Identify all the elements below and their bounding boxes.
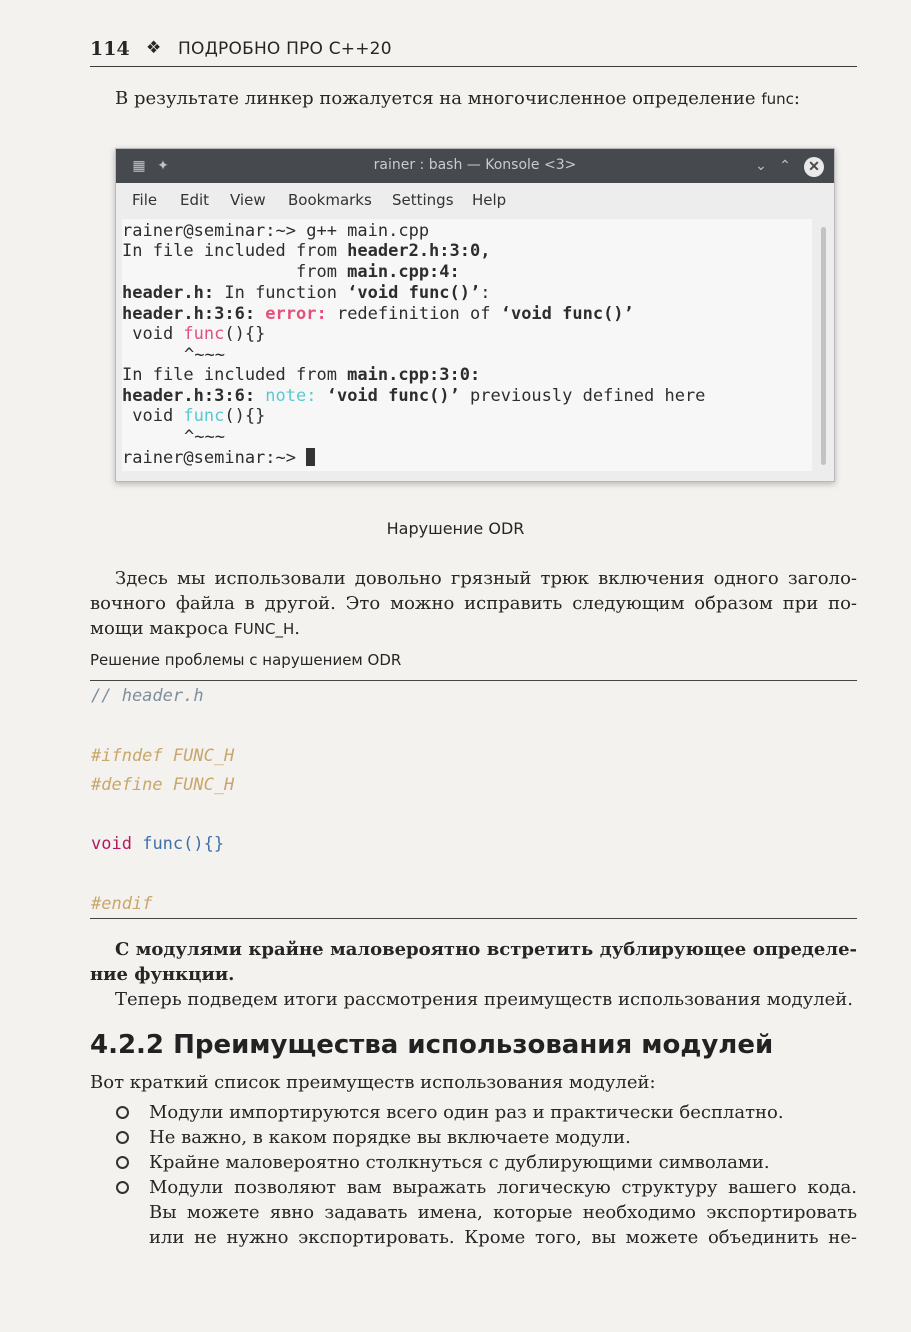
bold-paragraph-line1: С модулями крайне маловероятно встретить дублирующее определе- xyxy=(115,939,857,960)
note-label: note: xyxy=(255,386,317,406)
menu-view[interactable]: View xyxy=(230,191,266,209)
terminal-line: header.h:3:6: error: redefinition of ‘void func()’ xyxy=(122,304,634,324)
terminal-line: header.h:3:6: note: ‘void func()’ previously defined here xyxy=(122,386,706,406)
page-number: 114 xyxy=(90,38,130,60)
terminal-prompt[interactable]: rainer@seminar:~> xyxy=(122,448,315,468)
list-item: Крайне маловероятно столкнуться с дублирующими символами. xyxy=(149,1152,770,1173)
list-intro: Вот краткий список преимуществ использования модулей: xyxy=(90,1072,656,1093)
terminal-line: void func(){} xyxy=(122,324,266,344)
code-func-definition: void func(){} xyxy=(91,834,225,854)
window-title: rainer : bash — Konsole <3> xyxy=(373,157,577,173)
terminal-line: header.h: In function ‘void func()’: xyxy=(122,283,491,303)
menu-edit[interactable]: Edit xyxy=(180,191,210,209)
inline-code-func: func xyxy=(761,90,794,108)
list-item-continuation: или не нужно экспортировать. Кроме того, вы можете объединить не- xyxy=(149,1227,857,1248)
list-item: Не важно, в каком порядке вы включаете модули. xyxy=(149,1127,631,1148)
list-item-continuation: Вы можете явно задавать имена, которые необходимо экспортировать xyxy=(149,1202,857,1223)
code-comment: // header.h xyxy=(91,686,204,706)
terminal-output[interactable] xyxy=(122,219,812,471)
inline-code-macro: FUNC_H xyxy=(234,620,295,638)
error-label: error: xyxy=(255,304,327,324)
paragraph-cont: вочного файла в другой. Это можно исправить следующим образом при по- мощи макроса FUNC_H. xyxy=(90,593,857,639)
listing-top-rule xyxy=(90,680,857,681)
bullet-circle-icon xyxy=(115,1130,130,1145)
code-endif: #endif xyxy=(91,894,153,914)
running-head xyxy=(90,38,857,67)
menu-settings[interactable]: Settings xyxy=(392,191,454,209)
terminal-line: rainer@seminar:~> g++ main.cpp xyxy=(122,221,430,241)
section-title: ПОДРОБНО ПРО C++20 xyxy=(178,39,392,59)
menu-help[interactable]: Help xyxy=(472,191,507,209)
paragraph: Здесь мы использовали довольно грязный трюк включения одного заголо- xyxy=(115,568,857,589)
note-caret: ^~~~ xyxy=(184,427,225,447)
konsole-window xyxy=(115,148,835,482)
maximize-icon[interactable]: ⌃ xyxy=(779,158,791,174)
close-icon[interactable]: ✕ xyxy=(804,157,824,177)
list-item: Модули импортируются всего один раз и практически бесплатно. xyxy=(149,1102,784,1123)
app-icon: ▦ xyxy=(132,158,146,174)
menu-bookmarks[interactable]: Bookmarks xyxy=(288,191,372,209)
listing-bottom-rule xyxy=(90,918,857,919)
terminal-line: void func(){} xyxy=(122,406,266,426)
figure-caption: Нарушение ODR xyxy=(386,519,525,538)
pin-icon[interactable]: ✦ xyxy=(157,158,169,174)
scrollbar[interactable] xyxy=(821,227,826,465)
ornament-icon: ❖ xyxy=(146,38,162,58)
bullet-circle-icon xyxy=(115,1155,130,1170)
text-cursor xyxy=(306,448,315,466)
menu-file[interactable]: File xyxy=(132,191,158,209)
bullet-circle-icon xyxy=(115,1105,130,1120)
bullet-circle-icon xyxy=(115,1180,130,1195)
terminal-line: In file included from main.cpp:3:0: xyxy=(122,365,481,385)
listing-caption: Решение проблемы с нарушением ODR xyxy=(90,651,402,669)
terminal-line: from main.cpp:4: xyxy=(122,262,460,282)
minimize-icon[interactable]: ⌄ xyxy=(755,158,767,174)
menu-bar xyxy=(116,183,834,215)
code-ifndef: #ifndef FUNC_H xyxy=(91,746,235,766)
code-define: #define FUNC_H xyxy=(91,775,235,795)
titlebar xyxy=(116,149,834,183)
section-heading: 4.2.2 Преимущества использования модулей xyxy=(90,1030,774,1060)
intro-paragraph: В результате линкер пожалуется на многочисленное определение func: xyxy=(115,88,800,109)
summary-paragraph: Теперь подведем итоги рассмотрения преимуществ использования модулей. xyxy=(115,989,854,1010)
list-item: Модули позволяют вам выражать логическую структуру вашего кода. xyxy=(149,1177,857,1198)
terminal-line: In file included from header2.h:3:0, xyxy=(122,241,491,261)
bold-paragraph-line2: ние функции. xyxy=(90,964,235,985)
error-caret: ^~~~ xyxy=(184,345,225,365)
